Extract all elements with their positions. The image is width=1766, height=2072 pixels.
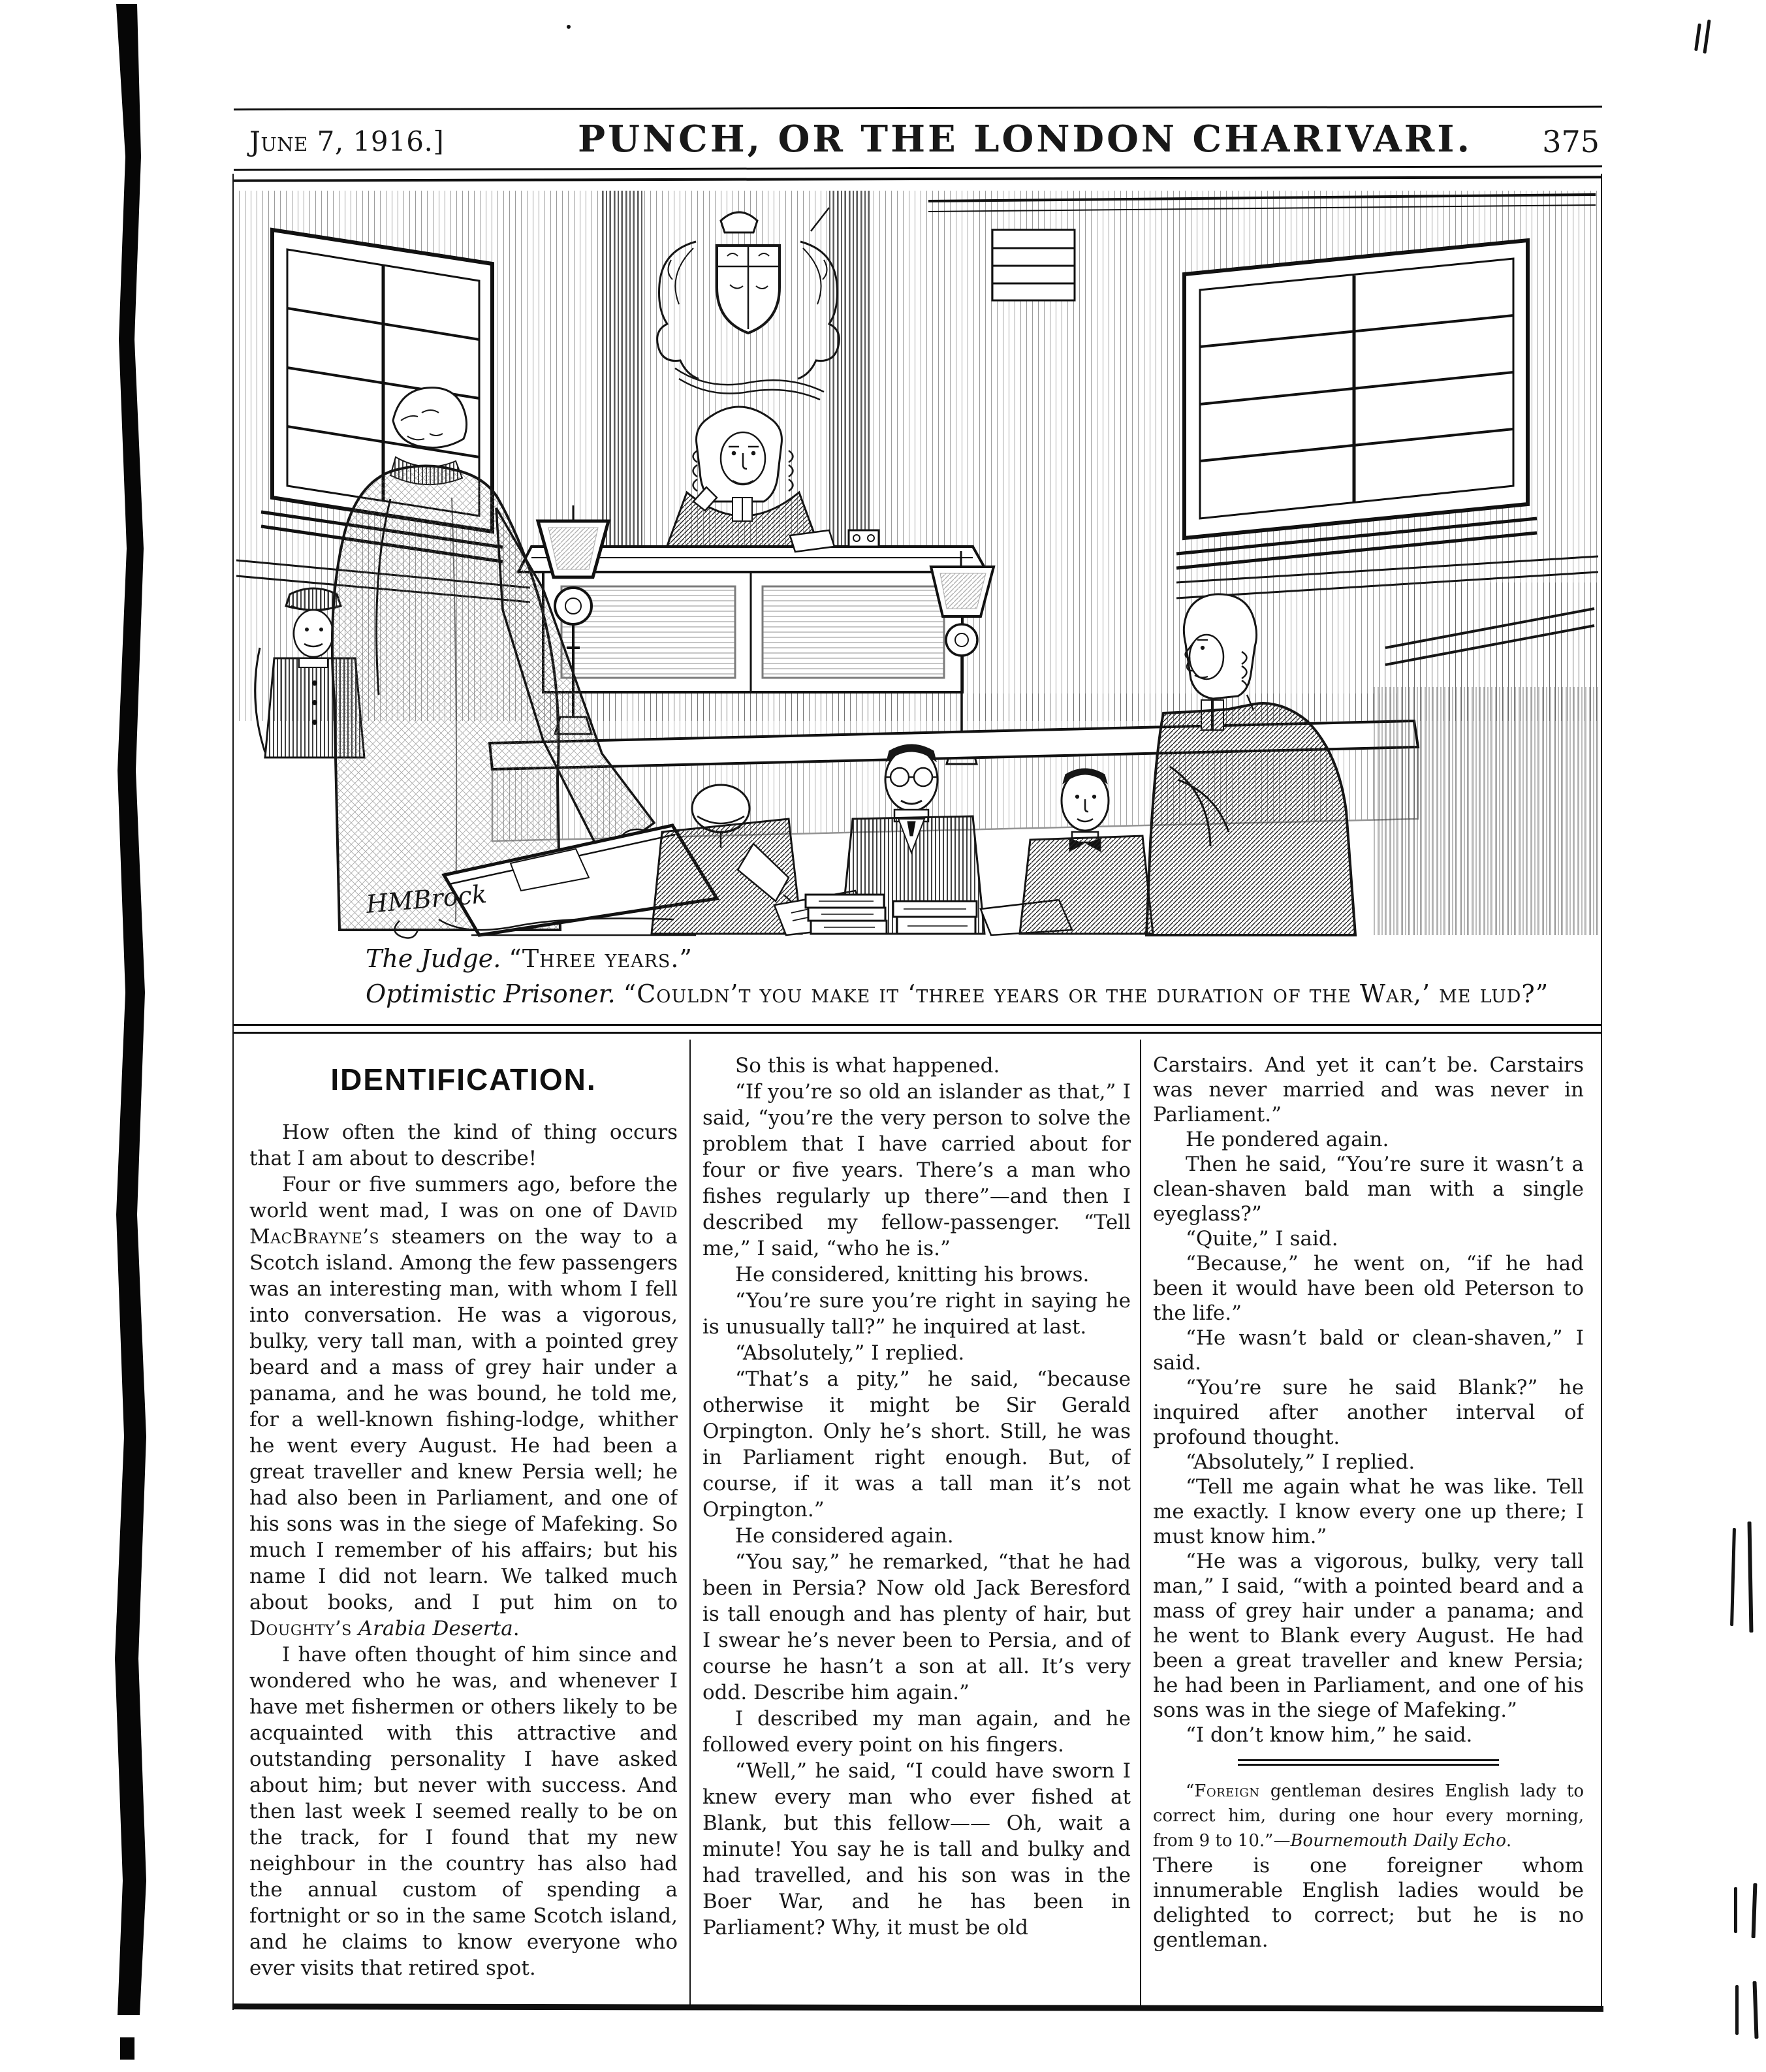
- paragraph: [702, 1523, 1131, 1549]
- scan-mark: [1734, 1887, 1737, 1933]
- paragraph: [702, 1366, 1131, 1523]
- paragraph: [1153, 1251, 1584, 1326]
- paragraph: [702, 1758, 1131, 1941]
- article-column-1: [249, 1053, 678, 2022]
- paragraph: [1153, 1127, 1584, 1152]
- paragraph: [702, 1706, 1131, 1758]
- text-segment: “: [1186, 1781, 1195, 1801]
- paragraph: [1153, 1853, 1584, 1952]
- paragraph: [249, 1171, 678, 1642]
- jury-box-railing: [1374, 582, 1598, 935]
- text-segment: So this is what happened.: [735, 1054, 1000, 1077]
- column-separator-1: [689, 1040, 691, 2006]
- text-segment: The Judge.: [366, 944, 509, 973]
- page-number: 375: [1542, 124, 1600, 159]
- text-segment: I have often thought of him since and wondered who he was, and whenever I have met fishermen or others likely to be acquainted with this attractive and outstanding personality I have asked about him; but never with success. And then last week I seemed really to be on the track, for I found that my new neighbour in the country has also had the annual custom of spending a fortnight or so in the same Scotch island, and he claims to know everyone who ever visits that retired spot.: [249, 1643, 678, 1980]
- scan-mark: [1735, 1985, 1739, 2035]
- paragraph: [1153, 1152, 1584, 1226]
- paragraph: [702, 1053, 1131, 1079]
- paragraph: [702, 1549, 1131, 1706]
- paragraph: [702, 1079, 1131, 1262]
- text-segment: “Absolutely,” I replied.: [1186, 1450, 1415, 1474]
- text-segment: Foreign: [1194, 1781, 1260, 1801]
- text-segment: I described my man again, and he followed every point on his fingers.: [702, 1707, 1131, 1757]
- text-segment: “If you’re so old an islander as that,” I said, “you’re the very person to solve the problem that I have carried about for four or five years. There’s a man who fishes regularly up there”—and then I described my fellow-passenger. “Tell me,” I said, “who he is.”: [702, 1080, 1131, 1260]
- text-segment: gentleman desires English lady to correct him, during one hour every morning, from 9 to 10.”—: [1153, 1781, 1584, 1851]
- paragraph: [1153, 1779, 1584, 1853]
- paragraph: [1153, 1326, 1584, 1375]
- scan-mark: [1748, 1522, 1754, 1633]
- text-segment: “Three years.”: [509, 944, 693, 973]
- text-segment: Bournemouth Daily Echo: [1290, 1831, 1506, 1851]
- text-segment: He pondered again.: [1186, 1128, 1389, 1151]
- paragraph: [249, 1119, 678, 1171]
- text-segment: “He wasn’t bald or clean-shaven,” I said.: [1153, 1326, 1584, 1375]
- text-segment: “Tell me again what he was like. Tell me exactly. I know every one up there; I must know him.”: [1153, 1475, 1584, 1548]
- caption-line-judge: [366, 944, 693, 973]
- text-segment: “That’s a pity,” he said, “because otherwise it might be Sir Gerald Orpington. Only he’s short. Still, he was in Parliament right enough. But, of course, if it was a tall man it’s not Orpington.”: [702, 1367, 1131, 1522]
- text-segment: steamers on the way to a Scotch island. Among the few passengers was an interesting man, with whom I fell into conversation. He was a vigorous, bulky, very tall man, with a pointed grey beard and a mass of grey hair under a panama, and he was bound, he told me, for a well-known fishing-lodge, whither he went every August. He had been a great traveller and knew Persia well; he had also been in Parliament, and one of his sons was in the siege of Mafeking. So much I remember of his affairs; but his name I did not learn. We talked much about books, and I put him on to: [249, 1225, 678, 1614]
- paragraph: [1153, 1375, 1584, 1450]
- text-segment: Four or five summers ago, before the world went mad, I was on one of: [249, 1173, 678, 1222]
- issue-date: June 7, 1916.]: [249, 125, 445, 157]
- block-border-right: [1601, 174, 1602, 2010]
- text-segment: “You’re sure he said Blank?” he inquired after another interval of profound thought.: [1153, 1376, 1584, 1449]
- text-segment: “I don’t know him,” he said.: [1186, 1723, 1473, 1747]
- courtroom-drawing: [236, 191, 1598, 942]
- paragraph: [702, 1340, 1131, 1366]
- column-separator-2: [1140, 1040, 1141, 2006]
- section-divider: [1238, 1759, 1499, 1766]
- text-segment: “Because,” he went on, “if he had been it would have been old Peterson to the life.”: [1153, 1252, 1584, 1325]
- text-segment: Arabia Deserta: [358, 1617, 513, 1640]
- text-segment: There is one foreigner whom innumerable English ladies would be delighted to correct; but he is no gentleman.: [1153, 1854, 1584, 1952]
- paragraph: [702, 1288, 1131, 1340]
- block-border-left: [232, 174, 234, 2010]
- scan-fleck: [567, 25, 571, 29]
- scan-mark: [1703, 20, 1711, 54]
- text-segment: Carstairs. And yet it can’t be. Carstairs was never married and was never in Parliament.”: [1153, 1053, 1584, 1126]
- text-segment: “Quite,” I said.: [1186, 1227, 1338, 1251]
- paragraph: [1153, 1723, 1584, 1747]
- caption-line-prisoner: [366, 980, 1549, 1008]
- cartoon-illustration: [236, 191, 1598, 942]
- text-segment: [352, 1617, 358, 1640]
- paragraph: [1153, 1226, 1584, 1251]
- text-segment: “Well,” he said, “I could have sworn I knew every man who ever fished at Blank, but this fellow—— Oh, wait a minute! You say he is tall and bulky and had travelled, and his son was in the Boer War, and he has been in Parliament? Why, it must be old: [702, 1759, 1131, 1939]
- text-segment: David MacBrayne’s: [249, 1199, 678, 1249]
- text-segment: How often the kind of thing occurs that I am about to describe!: [249, 1121, 678, 1170]
- rule-header-top: [234, 106, 1602, 110]
- scan-mark: [1730, 1528, 1736, 1626]
- text-segment: “Absolutely,” I replied.: [735, 1341, 965, 1365]
- paragraph: [1153, 1549, 1584, 1723]
- rule-caption-bottom-1: [234, 1024, 1602, 1026]
- wall-grille: [992, 230, 1075, 300]
- article-title: [249, 1062, 678, 1097]
- text-segment: He considered, knitting his brows.: [735, 1263, 1090, 1286]
- text-segment: IDENTIFICATION.: [330, 1062, 597, 1096]
- scan-mark: [1752, 1883, 1758, 1938]
- paragraph: [249, 1642, 678, 1981]
- rule-header-bottom-1: [234, 165, 1602, 170]
- text-segment: Then he said, “You’re sure it wasn’t a clean-shaven bald man with a single eyeglass?”: [1153, 1153, 1584, 1226]
- rule-caption-bottom-2: [234, 1032, 1602, 1034]
- drape-right: [828, 191, 872, 556]
- paragraph: [1153, 1450, 1584, 1474]
- article-column-2: [702, 1053, 1131, 2022]
- paragraph: [702, 1262, 1131, 1288]
- paragraph: [1153, 1053, 1584, 1127]
- page-title: PUNCH, OR THE LONDON CHARIVARI.: [578, 118, 1472, 161]
- text-segment: .: [1506, 1831, 1512, 1851]
- text-segment: “You’re sure you’re right in saying he is unusually tall?” he inquired at last.: [702, 1289, 1131, 1339]
- paragraph: [1153, 1474, 1584, 1549]
- svg-text:HMBrock: HMBrock: [364, 879, 488, 919]
- rule-header-bottom-2: [234, 176, 1602, 182]
- drape-left: [599, 191, 644, 556]
- text-segment: “Couldn’t you make it ‘three years or the duration of the War,’ me lud?”: [623, 980, 1549, 1008]
- text-segment: Optimistic Prisoner.: [366, 980, 623, 1008]
- scan-mark: [1752, 1981, 1758, 2039]
- text-segment: .: [512, 1617, 520, 1640]
- text-segment: Doughty’s: [249, 1617, 352, 1640]
- binding-shadow: [91, 0, 163, 2072]
- text-segment: “He was a vigorous, bulky, very tall man,” I said, “with a pointed beard and a mass of grey hair under a panama; and he went to Blank every August. He had been a great traveller and knew Persia; he had been in Parliament, and one of his sons was in the siege of Mafeking.”: [1153, 1550, 1584, 1722]
- text-segment: “You say,” he remarked, “that he had been in Persia? Now old Jack Beresford is tall enough and has plenty of hair, but I swear he’s never been to Persia, and of course he hasn’t a son at all. It’s very odd. Describe him again.”: [702, 1550, 1131, 1704]
- text-segment: He considered again.: [735, 1524, 954, 1548]
- scan-mark: [1694, 24, 1701, 51]
- article-column-3: [1153, 1053, 1584, 2022]
